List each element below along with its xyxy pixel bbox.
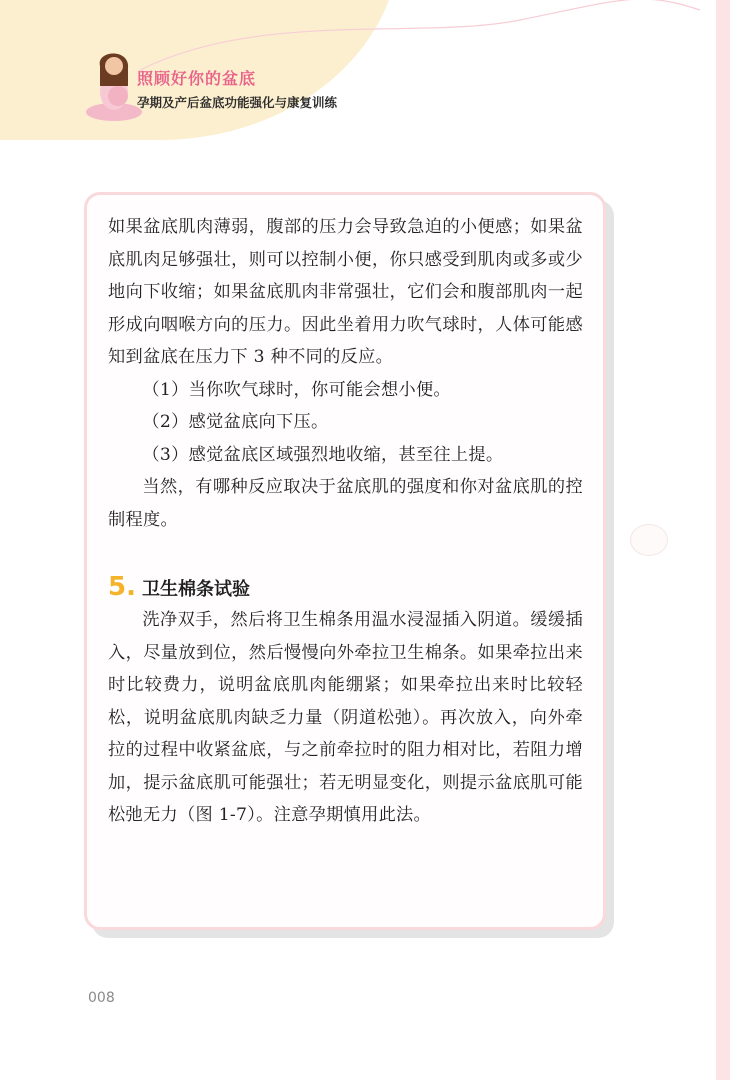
reaction-item: （1）当你吹气球时，你可能会想小便。 xyxy=(142,379,451,400)
mascot-illustration-icon xyxy=(84,46,144,122)
content-card xyxy=(84,192,606,930)
section-body: 洗净双手，然后将卫生棉条用温水浸湿插入阴道。缓缓插入，尽量放到位，然后慢慢向外牵拉卫生棉条。如果牵拉出来时比较费力，说明盆底肌肉能绷紧；如果牵拉出来时比较轻松，说明盆底肌肉缺乏力量（阴道松弛）。再次放入，向外牵拉的过程中收紧盆底，与之前牵拉时的阻力相对比，若阻力增加，提示盆底肌可能强壮；若无明显变化，则提示盆底肌可能松弛无力（图 1-7）。注意孕期慎用此法。 xyxy=(108,610,583,825)
side-tab-marker xyxy=(630,524,668,556)
book-title: 照顾好你的盆底 xyxy=(137,69,257,88)
section-heading xyxy=(108,572,583,602)
page-edge-strip xyxy=(716,0,730,1080)
conclusion-paragraph: 当然，有哪种反应取决于盆底肌的强度和你对盆底肌的控制程度。 xyxy=(108,477,583,530)
book-subtitle: 孕期及产后盆底功能强化与康复训练 xyxy=(137,95,338,110)
section-title: 卫生棉条试验 xyxy=(141,579,250,600)
page-number: 008 xyxy=(88,990,115,1006)
intro-paragraph: 如果盆底肌肉薄弱，腹部的压力会导致急迫的小便感；如果盆底肌肉足够强壮，则可以控制小便，你只感受到肌肉或多或少地向下收缩；如果盆底肌肉非常强壮，它们会和腹部肌肉一起形成向咽喉方向的压力。因此坐着用力吹气球时，人体可能感知到盆底在压力下 3 种不同的反应。 xyxy=(108,217,583,367)
reaction-item: （2）感觉盆底向下压。 xyxy=(142,412,329,432)
reaction-item: （3）感觉盆底区域强烈地收缩，甚至往上提。 xyxy=(142,444,504,465)
section-number: 5. xyxy=(108,572,136,602)
